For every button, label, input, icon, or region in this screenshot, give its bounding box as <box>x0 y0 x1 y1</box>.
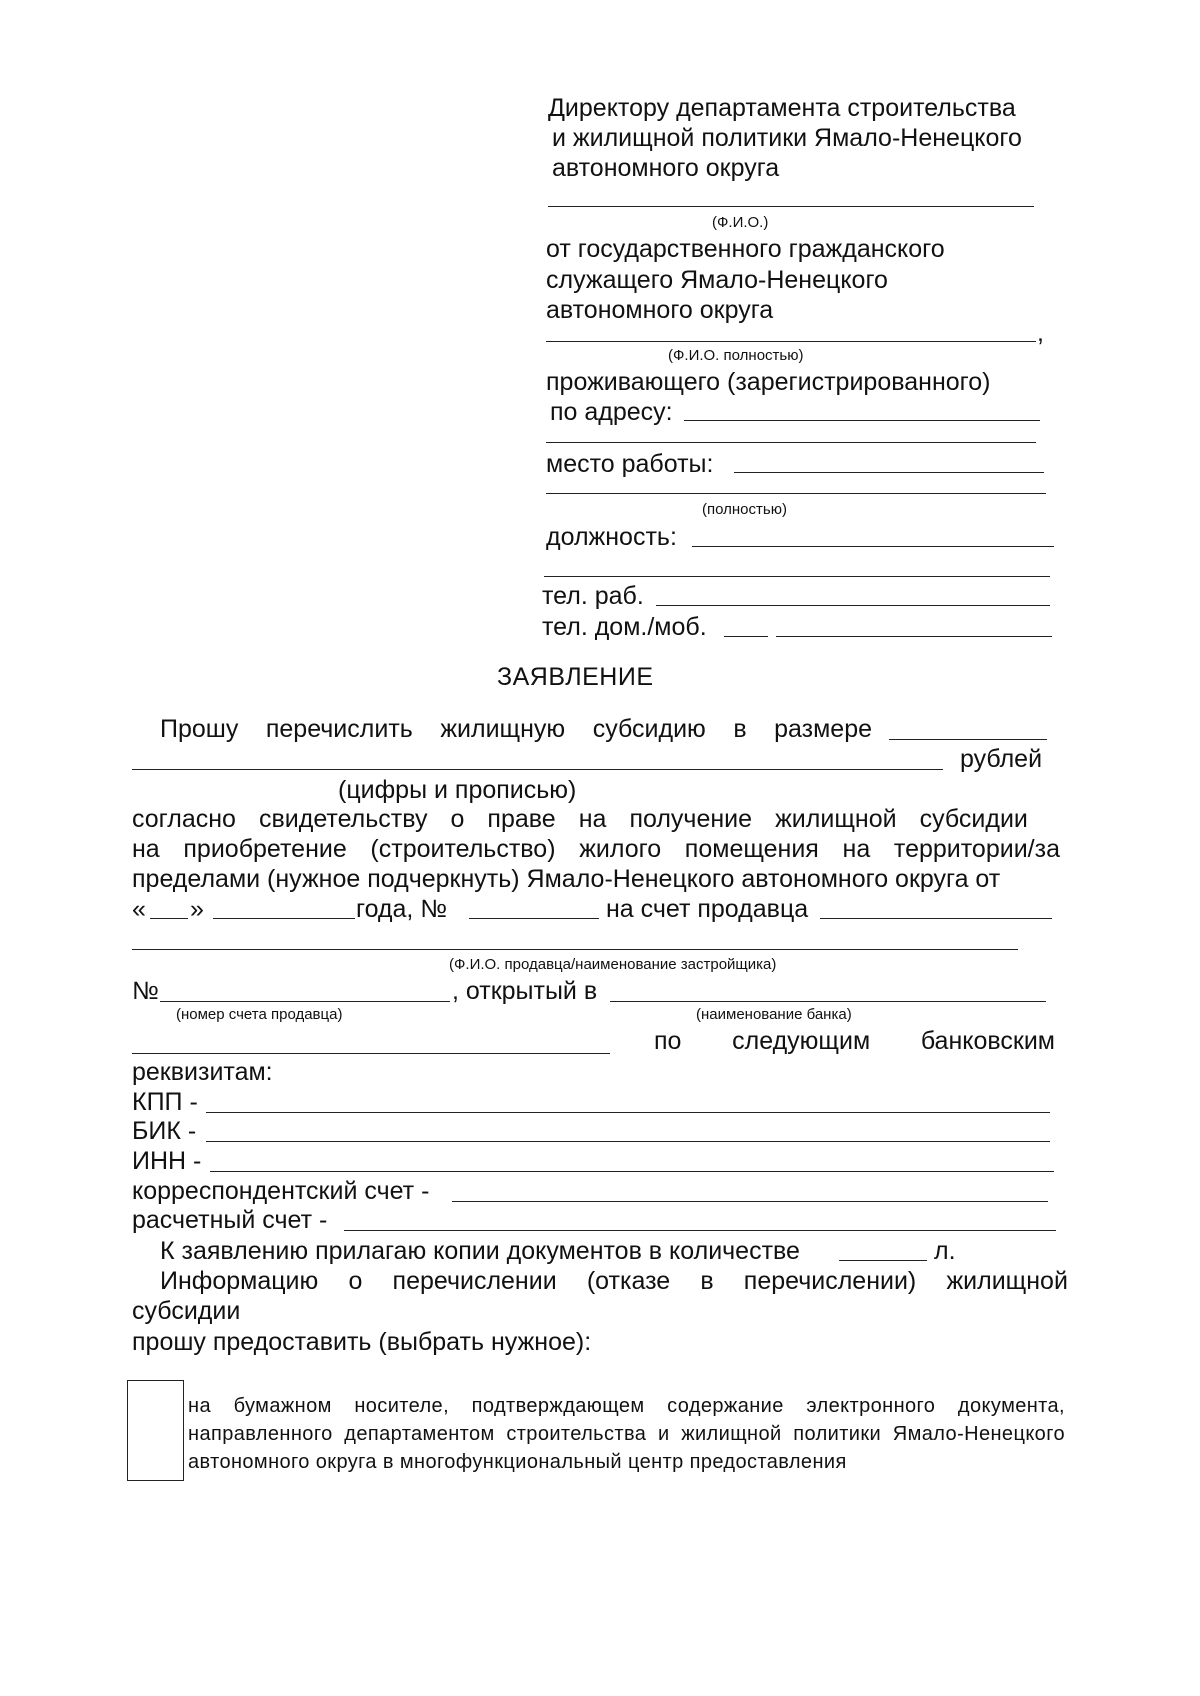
bik-field[interactable] <box>206 1141 1050 1142</box>
address-label: по адресу: <box>550 398 673 426</box>
phone-home-label: тел. дом./моб. <box>542 613 707 641</box>
date-month-field[interactable] <box>213 918 355 919</box>
bank-requisites-line <box>654 1026 1055 1056</box>
provide-label: прошу предоставить (выбрать нужное): <box>132 1328 592 1356</box>
requisites-label: реквизитам: <box>132 1058 273 1086</box>
position-field[interactable] <box>692 546 1054 547</box>
director-fio-field[interactable] <box>548 206 1034 207</box>
certificate-line-3: пределами (нужное подчеркнуть) Ямало-Ненецкого автономного округа от <box>132 865 1001 893</box>
request-line <box>160 714 872 744</box>
attach-count-field[interactable] <box>839 1260 927 1261</box>
bank-name-field-2[interactable] <box>132 1053 610 1054</box>
rubles-label: рублей <box>960 745 1043 773</box>
info-word: перечислении <box>392 1267 557 1295</box>
addressee-line-1: Директору департамента строительства <box>548 94 1016 122</box>
subsidy-word: субсидии <box>132 1297 241 1325</box>
certificate-word: жилищной <box>775 805 897 833</box>
seller-name-field[interactable] <box>820 918 1052 919</box>
year-number-label: года, № <box>356 895 448 923</box>
request-word: перечислить <box>265 715 413 743</box>
workplace-field-2[interactable] <box>546 493 1046 494</box>
amount-words-field[interactable] <box>132 769 943 770</box>
seller-account-field[interactable] <box>160 1001 450 1002</box>
position-label: должность: <box>546 523 677 551</box>
inn-label: ИНН - <box>132 1147 202 1175</box>
certificate-word: согласно <box>132 805 236 833</box>
request-word: в <box>733 715 747 743</box>
paper-option-checkbox[interactable] <box>127 1380 184 1481</box>
bank-word: банковским <box>920 1027 1055 1055</box>
position-field-2[interactable] <box>544 576 1050 577</box>
current-account-label: расчетный счет - <box>132 1206 328 1234</box>
bik-label: БИК - <box>132 1117 197 1145</box>
date-day-field[interactable] <box>150 918 188 919</box>
address-field[interactable] <box>684 420 1040 421</box>
workplace-field[interactable] <box>734 472 1044 473</box>
info-word: перечислении) <box>743 1267 917 1295</box>
certificate-word: получение <box>629 805 753 833</box>
full-hint: (полностью) <box>702 501 787 518</box>
corr-account-field[interactable] <box>452 1201 1048 1202</box>
bank-word: следующим <box>732 1027 871 1055</box>
date-close-quote: » <box>190 895 204 923</box>
attach-label: К заявлению прилагаю копии документов в количестве <box>160 1237 800 1265</box>
addressee-line-3: автономного округа <box>552 154 780 182</box>
bank-name-field[interactable] <box>610 1001 1046 1002</box>
certificate-word: на <box>578 805 607 833</box>
addressee-line-2: и жилищной политики Ямало-Ненецкого <box>552 124 1022 152</box>
certificate-word: свидетельству <box>259 805 428 833</box>
attach-unit: л. <box>934 1237 956 1265</box>
request-word: Прошу <box>160 715 239 743</box>
account-hint: (номер счета продавца) <box>176 1006 343 1023</box>
seller-account-label: на счет продавца <box>606 895 809 923</box>
phone-home-code-field[interactable] <box>724 636 768 637</box>
fio-hint: (Ф.И.О.) <box>712 214 769 231</box>
current-account-field[interactable] <box>344 1230 1056 1231</box>
certificate-line-2: на приобретение (строительство) жилого помещения на территории/за <box>132 835 1060 863</box>
info-word: о <box>348 1267 363 1295</box>
request-word: жилищную <box>440 715 566 743</box>
certificate-word: субсидии <box>919 805 1028 833</box>
bank-hint: (наименование банка) <box>696 1006 852 1023</box>
info-word: Информацию <box>160 1267 319 1295</box>
info-word: (отказе <box>586 1267 671 1295</box>
phone-work-field[interactable] <box>656 605 1050 606</box>
paper-option-text: на бумажном носителе, подтверждающем содержание электронного документа, направленного департаментом строительства и жилищной политики Ямало-Ненецкого автономного округа в многофункциональный центр предоставления <box>188 1395 1065 1473</box>
amount-hint: (цифры и прописью) <box>338 776 577 804</box>
opened-in-label: , открытый в <box>452 977 598 1005</box>
workplace-label: место работы: <box>546 450 714 478</box>
from-line-3: автономного округа <box>546 296 774 324</box>
certificate-word: о <box>450 805 465 833</box>
kpp-field[interactable] <box>206 1112 1050 1113</box>
seller-hint: (Ф.И.О. продавца/наименование застройщика) <box>449 956 777 973</box>
request-word: размере <box>774 715 872 743</box>
phone-home-field[interactable] <box>776 636 1052 637</box>
inn-field[interactable] <box>210 1171 1054 1172</box>
residing-label: проживающего (зарегистрированного) <box>546 368 991 396</box>
from-line-1: от государственного гражданского <box>546 235 945 263</box>
info-line <box>160 1266 1068 1296</box>
seller-name-field-2[interactable] <box>132 949 1018 950</box>
fio-full-hint: (Ф.И.О. полностью) <box>668 347 804 364</box>
kpp-label: КПП - <box>132 1088 198 1116</box>
address-field-2[interactable] <box>546 442 1036 443</box>
comma: , <box>1037 319 1044 347</box>
phone-work-label: тел. раб. <box>542 582 644 610</box>
certificate-line-1 <box>132 804 1028 834</box>
from-line-2: служащего Ямало-Ненецкого <box>546 266 888 294</box>
corr-account-label: корреспондентский счет - <box>132 1177 430 1205</box>
date-open-quote: « <box>132 895 146 923</box>
request-word: субсидию <box>592 715 706 743</box>
info-word: в <box>700 1267 714 1295</box>
number-sign: № <box>132 977 159 1005</box>
applicant-fio-field[interactable] <box>546 341 1036 342</box>
amount-field[interactable] <box>889 739 1047 740</box>
certificate-number-field[interactable] <box>469 918 599 919</box>
certificate-word: праве <box>487 805 556 833</box>
info-word: жилищной <box>946 1267 1068 1295</box>
bank-word: по <box>654 1027 682 1055</box>
document-title: ЗАЯВЛЕНИЕ <box>497 663 654 691</box>
